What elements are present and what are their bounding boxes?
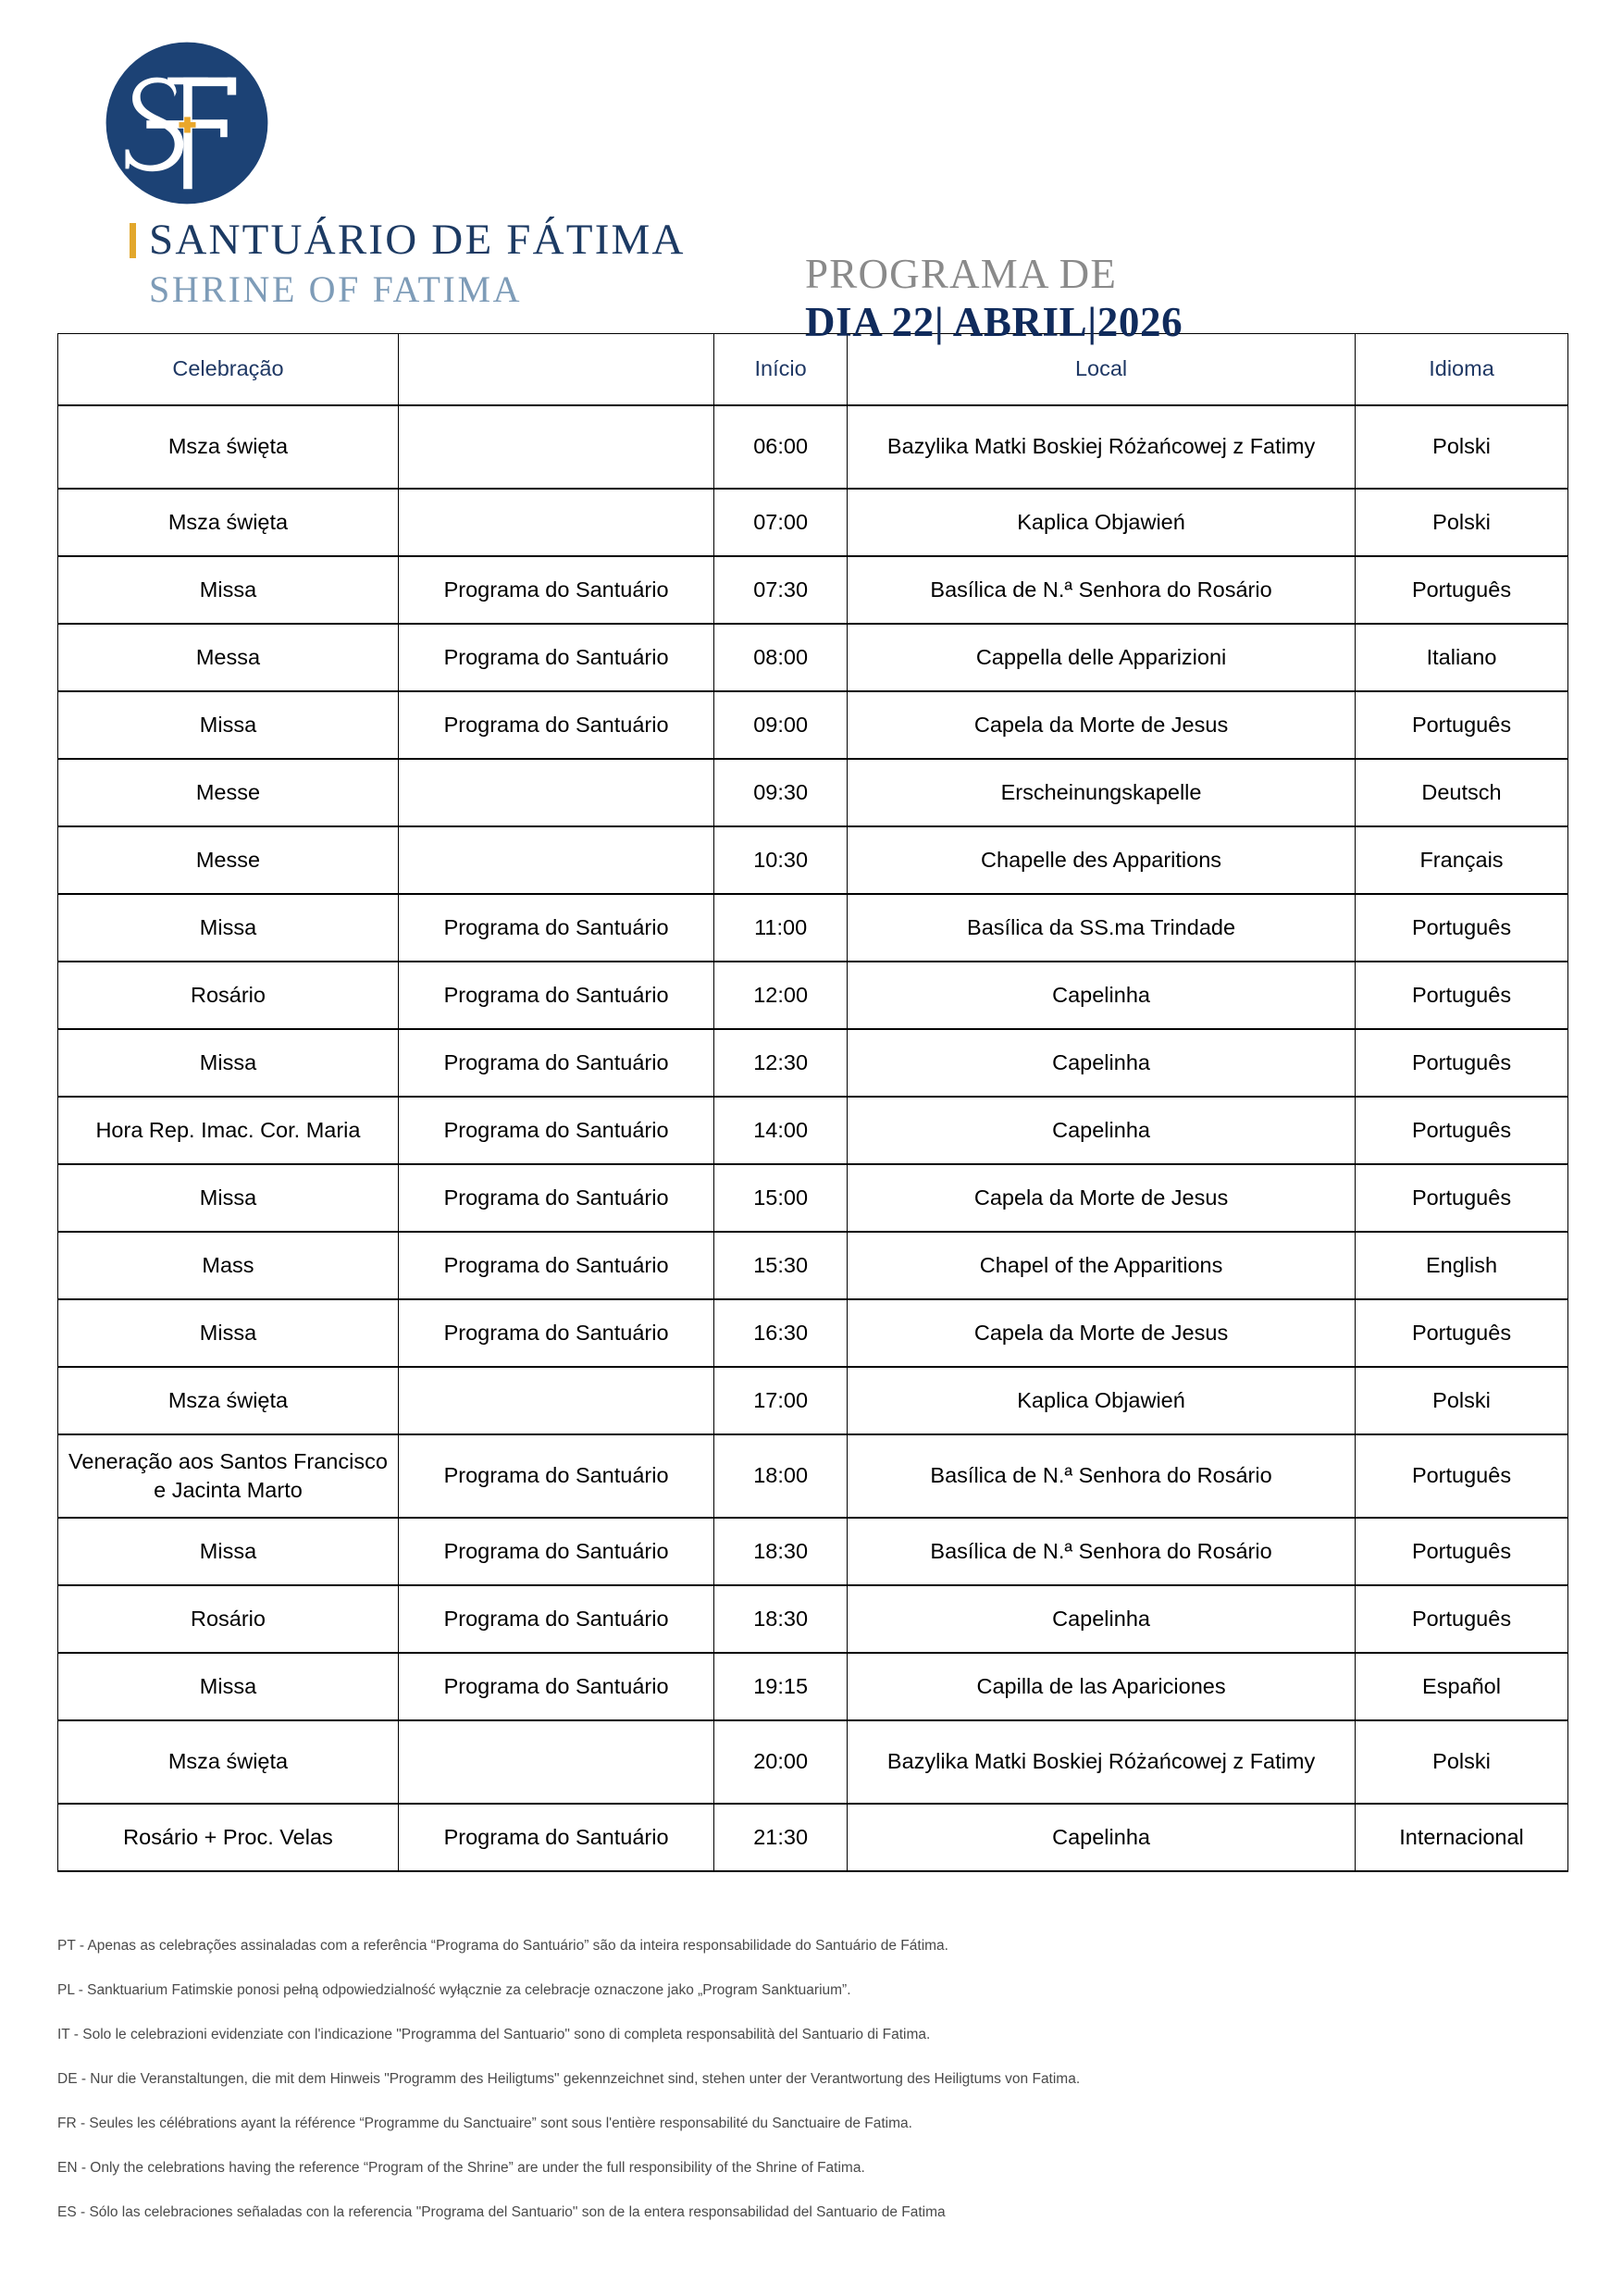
program-cell: Programa do Santuário <box>398 1653 713 1720</box>
start-time-cell: 19:15 <box>714 1653 848 1720</box>
location-cell: Basílica de N.ª Senhora do Rosário <box>848 1434 1356 1518</box>
program-cell <box>398 759 713 826</box>
program-cell: Programa do Santuário <box>398 1804 713 1871</box>
footnote: PT - Apenas as celebrações assinaladas com a referência “Programa do Santuário” são da inteira responsabilidade do Santuário de Fátima. <box>57 1938 948 1954</box>
location-cell: Capelinha <box>848 1804 1356 1871</box>
start-time-cell: 18:30 <box>714 1585 848 1653</box>
program-cell: Programa do Santuário <box>398 1585 713 1653</box>
language-cell: Português <box>1356 1585 1568 1653</box>
start-time-cell: 06:00 <box>714 405 848 489</box>
start-time-cell: 10:30 <box>714 826 848 894</box>
celebration-cell: Missa <box>58 1518 399 1585</box>
program-cell: Programa do Santuário <box>398 1164 713 1232</box>
location-cell: Capelinha <box>848 962 1356 1029</box>
celebration-cell: Missa <box>58 1164 399 1232</box>
celebration-cell: Rosário <box>58 962 399 1029</box>
location-cell: Capelinha <box>848 1097 1356 1164</box>
location-cell: Kaplica Objawień <box>848 1367 1356 1434</box>
start-time-cell: 09:30 <box>714 759 848 826</box>
language-cell: Português <box>1356 691 1568 759</box>
table-row <box>58 1232 1568 1299</box>
table-row <box>58 1164 1568 1232</box>
table-row <box>58 691 1568 759</box>
celebration-cell: Mass <box>58 1232 399 1299</box>
celebration-cell: Messe <box>58 826 399 894</box>
start-time-cell: 17:00 <box>714 1367 848 1434</box>
location-cell: Capelinha <box>848 1029 1356 1097</box>
language-cell: Português <box>1356 894 1568 962</box>
language-cell: Português <box>1356 1029 1568 1097</box>
celebration-cell: Msza święta <box>58 405 399 489</box>
start-time-cell: 15:00 <box>714 1164 848 1232</box>
program-cell: Programa do Santuário <box>398 894 713 962</box>
table-row <box>58 1367 1568 1434</box>
location-cell: Capelinha <box>848 1585 1356 1653</box>
celebration-cell: Missa <box>58 1029 399 1097</box>
column-header-local: Local <box>848 334 1356 406</box>
celebration-cell: Rosário + Proc. Velas <box>58 1804 399 1871</box>
language-cell: English <box>1356 1232 1568 1299</box>
language-cell: Español <box>1356 1653 1568 1720</box>
brand-text <box>88 218 796 311</box>
language-cell: Português <box>1356 1097 1568 1164</box>
program-cell: Programa do Santuário <box>398 556 713 624</box>
start-time-cell: 07:30 <box>714 556 848 624</box>
table-row <box>58 405 1568 489</box>
program-cell: Programa do Santuário <box>398 1299 713 1367</box>
table-row <box>58 489 1568 556</box>
language-cell: Italiano <box>1356 624 1568 691</box>
location-cell: Cappella delle Apparizioni <box>848 624 1356 691</box>
column-header-inicio: Início <box>714 334 848 406</box>
language-cell: Português <box>1356 962 1568 1029</box>
table-row <box>58 1434 1568 1518</box>
location-cell: Basílica de N.ª Senhora do Rosário <box>848 1518 1356 1585</box>
program-cell: Programa do Santuário <box>398 1097 713 1164</box>
footnote: EN - Only the celebrations having the reference “Program of the Shrine” are under the full responsibility of the Shrine of Fatima. <box>57 2159 865 2176</box>
table-row <box>58 1029 1568 1097</box>
celebration-cell: Msza święta <box>58 489 399 556</box>
language-cell: Português <box>1356 1518 1568 1585</box>
celebration-cell: Msza święta <box>58 1367 399 1434</box>
language-cell: Português <box>1356 556 1568 624</box>
language-cell: Português <box>1356 1164 1568 1232</box>
table-row <box>58 826 1568 894</box>
column-header-celebracao: Celebração <box>58 334 399 406</box>
language-cell: Français <box>1356 826 1568 894</box>
program-cell: Programa do Santuário <box>398 1029 713 1097</box>
column-header-idioma: Idioma <box>1356 334 1568 406</box>
celebration-cell: Messe <box>58 759 399 826</box>
location-cell: Capela da Morte de Jesus <box>848 1299 1356 1367</box>
celebration-cell: Missa <box>58 691 399 759</box>
location-cell: Kaplica Objawień <box>848 489 1356 556</box>
language-cell: Polski <box>1356 489 1568 556</box>
footnote: PL - Sanktuarium Fatimskie ponosi pełną odpowiedzialność wyłącznie za celebracje oznaczone jako „Program Sanktuarium”. <box>57 1981 851 1998</box>
schedule-table <box>57 333 1568 1872</box>
celebration-cell: Missa <box>58 556 399 624</box>
program-cell: Programa do Santuário <box>398 691 713 759</box>
start-time-cell: 08:00 <box>714 624 848 691</box>
location-cell: Capela da Morte de Jesus <box>848 1164 1356 1232</box>
table-row <box>58 556 1568 624</box>
start-time-cell: 18:00 <box>714 1434 848 1518</box>
program-cell: Programa do Santuário <box>398 624 713 691</box>
location-cell: Erscheinungskapelle <box>848 759 1356 826</box>
language-cell: Português <box>1356 1299 1568 1367</box>
table-row <box>58 894 1568 962</box>
column-header-programa <box>398 334 713 406</box>
table-row <box>58 1518 1568 1585</box>
table-row <box>58 1804 1568 1871</box>
celebration-cell: Missa <box>58 1299 399 1367</box>
celebration-cell: Hora Rep. Imac. Cor. Maria <box>58 1097 399 1164</box>
celebration-cell: Msza święta <box>58 1720 399 1804</box>
start-time-cell: 11:00 <box>714 894 848 962</box>
language-cell: Português <box>1356 1434 1568 1518</box>
table-row <box>58 624 1568 691</box>
brand-block <box>0 35 796 311</box>
program-title-line1: PROGRAMA DE <box>805 251 1118 297</box>
footnote: FR - Seules les célébrations ayant la référence “Programme du Sanctuaire” sont sous l'entière responsabilité du Sanctuaire de Fatima. <box>57 2115 912 2131</box>
location-cell: Basílica da SS.ma Trindade <box>848 894 1356 962</box>
program-cell: Programa do Santuário <box>398 962 713 1029</box>
footnote: ES - Sólo las celebraciones señaladas con la referencia "Programa del Santuario" son de la entera responsabilidad del Santuario de Fatima <box>57 2203 946 2220</box>
start-time-cell: 15:30 <box>714 1232 848 1299</box>
table-row <box>58 1653 1568 1720</box>
sf-monogram-logo-icon <box>99 35 275 211</box>
start-time-cell: 21:30 <box>714 1804 848 1871</box>
document-header <box>0 0 1623 346</box>
schedule-table-wrapper <box>0 333 1623 1872</box>
program-cell <box>398 1720 713 1804</box>
start-time-cell: 07:00 <box>714 489 848 556</box>
location-cell: Basílica de N.ª Senhora do Rosário <box>848 556 1356 624</box>
gold-accent-bar <box>130 223 136 258</box>
language-cell: Deutsch <box>1356 759 1568 826</box>
start-time-cell: 16:30 <box>714 1299 848 1367</box>
table-row <box>58 1720 1568 1804</box>
start-time-cell: 12:00 <box>714 962 848 1029</box>
celebration-cell: Missa <box>58 1653 399 1720</box>
celebration-cell: Messa <box>58 624 399 691</box>
brand-name-en: SHRINE OF FATIMA <box>149 268 523 310</box>
program-title-line2: DIA 22| ABRIL|2026 <box>805 299 1183 346</box>
footnotes-block <box>0 1872 1623 2222</box>
table-row <box>58 1585 1568 1653</box>
start-time-cell: 20:00 <box>714 1720 848 1804</box>
location-cell: Capilla de las Apariciones <box>848 1653 1356 1720</box>
program-cell <box>398 405 713 489</box>
footnote: IT - Solo le celebrazioni evidenziate con l'indicazione "Programma del Santuario" sono di completa responsabilità del Santuario di Fatima. <box>57 2026 931 2042</box>
celebration-cell: Missa <box>58 894 399 962</box>
table-body <box>58 405 1568 1871</box>
program-cell <box>398 826 713 894</box>
program-cell <box>398 1367 713 1434</box>
location-cell: Capela da Morte de Jesus <box>848 691 1356 759</box>
table-row <box>58 1097 1568 1164</box>
language-cell: Polski <box>1356 1720 1568 1804</box>
language-cell: Polski <box>1356 405 1568 489</box>
start-time-cell: 09:00 <box>714 691 848 759</box>
celebration-cell: Rosário <box>58 1585 399 1653</box>
program-cell: Programa do Santuário <box>398 1518 713 1585</box>
program-cell: Programa do Santuário <box>398 1434 713 1518</box>
language-cell: Internacional <box>1356 1804 1568 1871</box>
start-time-cell: 14:00 <box>714 1097 848 1164</box>
location-cell: Chapel of the Apparitions <box>848 1232 1356 1299</box>
location-cell: Chapelle des Apparitions <box>848 826 1356 894</box>
language-cell: Polski <box>1356 1367 1568 1434</box>
start-time-cell: 12:30 <box>714 1029 848 1097</box>
program-title-block <box>796 35 1183 349</box>
start-time-cell: 18:30 <box>714 1518 848 1585</box>
program-cell <box>398 489 713 556</box>
table-row <box>58 962 1568 1029</box>
location-cell: Bazylika Matki Boskiej Różańcowej z Fatimy <box>848 1720 1356 1804</box>
brand-name-pt: SANTUÁRIO DE FÁTIMA <box>149 216 686 264</box>
program-cell: Programa do Santuário <box>398 1232 713 1299</box>
celebration-cell: Veneração aos Santos Francisco e Jacinta Marto <box>58 1434 399 1518</box>
location-cell: Bazylika Matki Boskiej Różańcowej z Fatimy <box>848 405 1356 489</box>
table-row <box>58 759 1568 826</box>
footnote: DE - Nur die Veranstaltungen, die mit dem Hinweis "Programm des Heiligtums" gekennzeichnet sind, stehen unter der Verantwortung des Heiligtums von Fatima. <box>57 2070 1081 2087</box>
table-row <box>58 1299 1568 1367</box>
